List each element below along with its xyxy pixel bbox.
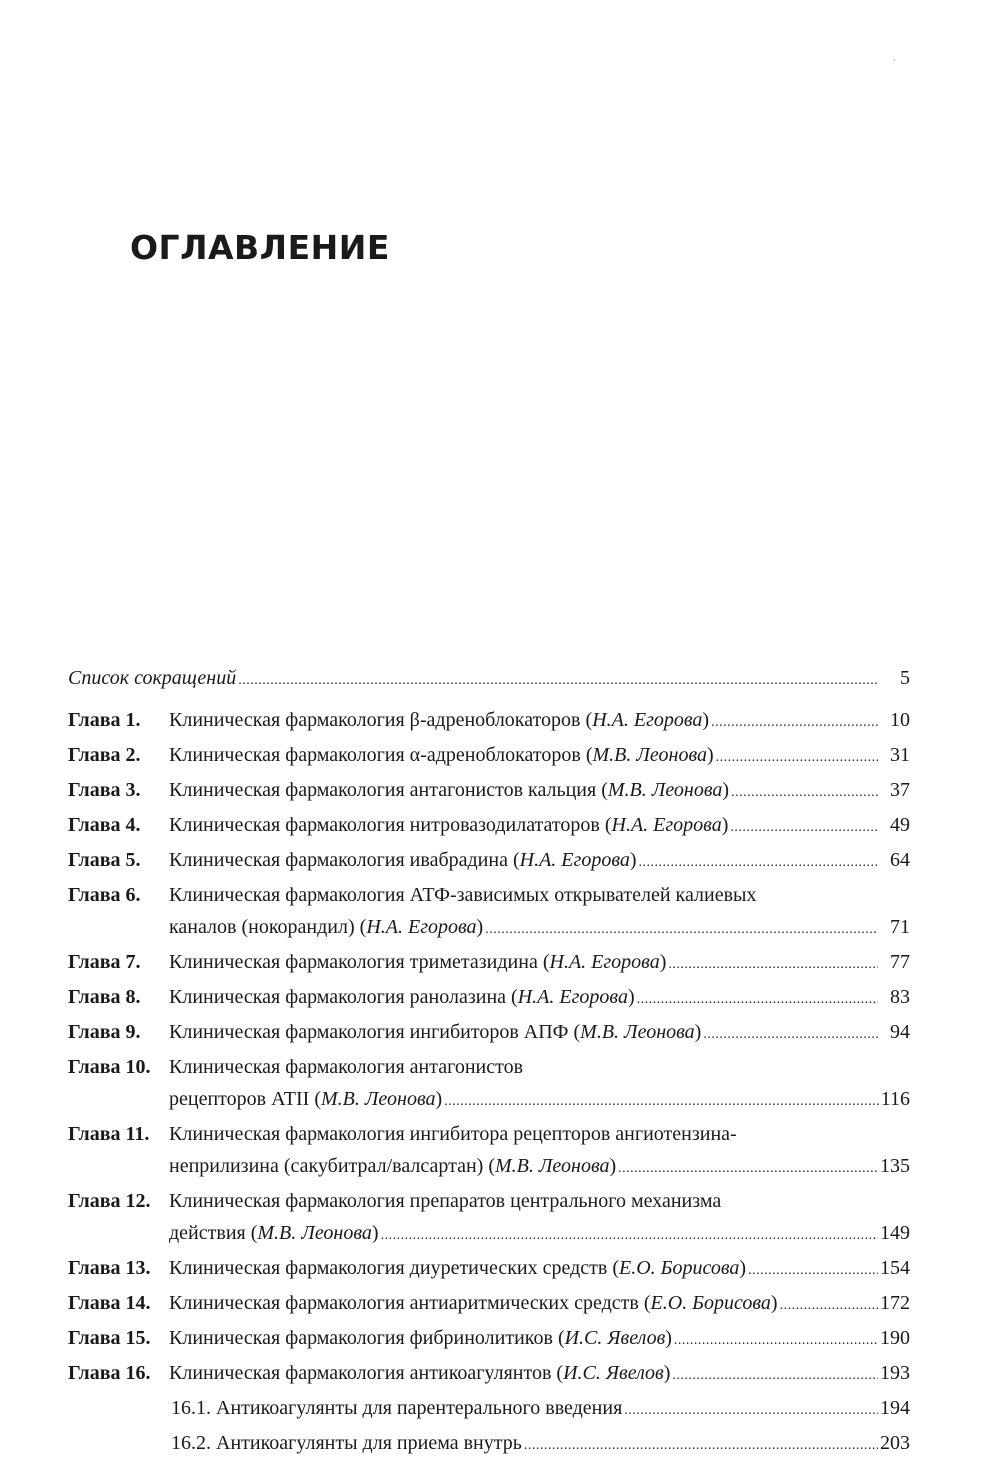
dot-leader bbox=[703, 1019, 878, 1051]
toc-entry-chapter-9[interactable]: Глава 9. Клиническая фармакология ингибиторов АПФ (М.В. Леонова) ..... 94 bbox=[68, 1016, 910, 1051]
toc-abbrev-label: Список сокращений bbox=[68, 667, 237, 689]
chapter-title-cont: рецепторов АТII bbox=[169, 1088, 310, 1110]
dot-leader bbox=[711, 707, 878, 739]
toc-page-number: 135 bbox=[880, 1155, 910, 1177]
chapter-label: Глава 1. bbox=[68, 709, 141, 731]
dot-leader bbox=[444, 1086, 879, 1118]
chapter-label: Глава 2. bbox=[68, 744, 141, 766]
chapter-label: Глава 8. bbox=[68, 986, 141, 1008]
toc-entry-chapter-1[interactable]: Глава 1. Клиническая фармакология β-адреноблокаторов (Н.А. Егорова) ..... 10 bbox=[68, 704, 910, 739]
chapter-title: Клиническая фармакология ингибиторов АПФ bbox=[169, 1021, 569, 1043]
toc-page-number: 194 bbox=[880, 1397, 910, 1419]
section-number: 16.2. bbox=[171, 1432, 211, 1454]
toc-entry-section-16-2[interactable] bbox=[68, 1427, 910, 1462]
chapter-author: Н.А. Егорова bbox=[592, 709, 703, 731]
chapter-author: И.С. Явелов bbox=[563, 1362, 664, 1384]
scan-speck: · bbox=[893, 56, 896, 65]
chapter-title: Клиническая фармакология β-адреноблокаторов bbox=[169, 709, 581, 731]
chapter-label: Глава 6. bbox=[68, 884, 141, 906]
chapter-title: Клиническая фармакология нитровазодилататоров bbox=[169, 814, 600, 836]
dot-leader bbox=[780, 1290, 878, 1322]
chapter-label: Глава 5. bbox=[68, 849, 141, 871]
toc-page-number: 83 bbox=[890, 986, 910, 1008]
chapter-title: Клиническая фармакология ингибитора рецепторов ангиотензина- bbox=[169, 1123, 737, 1145]
toc-entry-chapter-4[interactable]: Глава 4. Клиническая фармакология нитровазодилататоров (Н.А. Егорова) ..... 49 bbox=[68, 809, 910, 844]
toc-entry-chapter-11[interactable]: Глава 11. Клиническая фармакология ингибитора рецепторов ангиотензина- неприлизина (сакубитрал/валсартан) (М.В. Леонова) ..... 135 bbox=[68, 1118, 910, 1185]
dot-leader bbox=[238, 665, 878, 697]
toc-entry-section-16-1[interactable] bbox=[68, 1392, 910, 1427]
dot-leader bbox=[639, 847, 878, 879]
toc-entry-chapter-7[interactable]: Глава 7. Клиническая фармакология триметазидина (Н.А. Егорова) ..... 77 bbox=[68, 946, 910, 981]
dot-leader bbox=[485, 914, 878, 946]
dot-leader bbox=[748, 1255, 878, 1287]
toc-page-number: 49 bbox=[890, 814, 910, 836]
chapter-author: М.В. Леонова bbox=[494, 1155, 610, 1177]
toc-entry-chapter-3[interactable]: Глава 3. Клиническая фармакология антагонистов кальция (М.В. Леонова) ..... 37 bbox=[68, 774, 910, 809]
dot-leader bbox=[716, 742, 878, 774]
dot-leader bbox=[618, 1153, 878, 1185]
chapter-author: Е.О. Борисова bbox=[619, 1257, 740, 1279]
dot-leader bbox=[672, 1360, 878, 1392]
chapter-author: М.В. Леонова bbox=[592, 744, 707, 766]
chapter-title: Клиническая фармакология триметазидина bbox=[169, 951, 538, 973]
toc-page-number: 190 bbox=[880, 1327, 910, 1349]
chapter-title: Клиническая фармакология антикоагулянтов bbox=[169, 1362, 552, 1384]
chapter-label: Глава 11. bbox=[68, 1123, 150, 1145]
chapter-title: Клиническая фармакология ивабрадина bbox=[169, 849, 508, 871]
dot-leader bbox=[668, 949, 878, 981]
toc-page-number: 94 bbox=[890, 1021, 910, 1043]
toc-entry-chapter-2[interactable]: Глава 2. Клиническая фармакология α-адреноблокаторов (М.В. Леонова) ..... 31 bbox=[68, 739, 910, 774]
toc-page-number: 10 bbox=[890, 709, 910, 731]
chapter-author: М.В. Леонова bbox=[257, 1222, 372, 1244]
chapter-label: Глава 13. bbox=[68, 1257, 151, 1279]
dot-leader bbox=[731, 777, 878, 809]
chapter-author: Н.А. Егорова bbox=[611, 814, 722, 836]
chapter-title: Клиническая фармакология антагонистов bbox=[169, 1056, 524, 1078]
table-of-contents bbox=[68, 662, 910, 1462]
chapter-author: И.С. Явелов bbox=[564, 1327, 666, 1349]
chapter-label: Глава 10. bbox=[68, 1056, 151, 1078]
toc-page-number: 193 bbox=[880, 1362, 910, 1384]
chapter-author: Е.О. Борисова bbox=[650, 1292, 771, 1314]
toc-entry-chapter-8[interactable]: Глава 8. Клиническая фармакология ранолазина (Н.А. Егорова) ..... 83 bbox=[68, 981, 910, 1016]
toc-entry-chapter-5[interactable]: Глава 5. Клиническая фармакология ивабрадина (Н.А. Егорова) ..... 64 bbox=[68, 844, 910, 879]
section-title: Антикоагулянты для приема внутрь bbox=[216, 1432, 522, 1454]
dot-leader bbox=[624, 1395, 878, 1427]
chapter-label: Глава 12. bbox=[68, 1190, 151, 1212]
chapter-title: Клиническая фармакология препаратов центрального механизма bbox=[169, 1190, 722, 1212]
page-title: ОГЛАВЛЕНИЕ bbox=[130, 228, 390, 267]
chapter-title: Клиническая фармакология α-адреноблокаторов bbox=[169, 744, 581, 766]
toc-entry-chapter-12[interactable]: Глава 12. Клиническая фармакология препаратов центрального механизма действия (М.В. Леонова) ..... 149 bbox=[68, 1185, 910, 1252]
toc-page-number: 5 bbox=[900, 667, 910, 689]
chapter-label: Глава 15. bbox=[68, 1327, 151, 1349]
chapter-label: Глава 14. bbox=[68, 1292, 151, 1314]
toc-page-number: 77 bbox=[890, 951, 910, 973]
chapter-title: Клиническая фармакология фибринолитиков bbox=[169, 1327, 553, 1349]
toc-entry-chapter-13[interactable]: Глава 13. Клиническая фармакология диуретических средств (Е.О. Борисова) ..... 154 bbox=[68, 1252, 910, 1287]
chapter-title: Клиническая фармакология диуретических средств bbox=[169, 1257, 608, 1279]
dot-leader bbox=[730, 812, 878, 844]
section-number: 16.1. bbox=[171, 1397, 211, 1419]
dot-leader bbox=[381, 1220, 878, 1252]
toc-page-number: 37 bbox=[890, 779, 910, 801]
chapter-title: Клиническая фармакология антагонистов кальция bbox=[169, 779, 597, 801]
dot-leader bbox=[524, 1430, 878, 1462]
chapter-label: Глава 4. bbox=[68, 814, 141, 836]
toc-page-number: 203 bbox=[880, 1432, 910, 1454]
toc-entry-chapter-16[interactable]: Глава 16. Клиническая фармакология антикоагулянтов (И.С. Явелов) ..... 193 bbox=[68, 1357, 910, 1392]
toc-page-number: 116 bbox=[880, 1088, 910, 1110]
dot-leader bbox=[674, 1325, 878, 1357]
toc-page-number: 154 bbox=[880, 1257, 910, 1279]
chapter-label: Глава 3. bbox=[68, 779, 141, 801]
toc-page-number: 64 bbox=[890, 849, 910, 871]
chapter-author: Н.А. Егорова bbox=[519, 849, 630, 871]
chapter-author: Н.А. Егорова bbox=[366, 916, 477, 938]
toc-entry-chapter-15[interactable]: Глава 15. Клиническая фармакология фибринолитиков (И.С. Явелов) ..... 190 bbox=[68, 1322, 910, 1357]
toc-entry-chapter-10[interactable]: Глава 10. Клиническая фармакология антагонистов рецепторов АТII (М.В. Леонова) ..... 116 bbox=[68, 1051, 910, 1118]
toc-page-number: 149 bbox=[880, 1222, 910, 1244]
chapter-author: М.В. Леонова bbox=[607, 779, 723, 801]
section-title: Антикоагулянты для парентерального введения bbox=[216, 1397, 623, 1419]
chapter-author: Н.А. Егорова bbox=[549, 951, 660, 973]
toc-entry-chapter-6[interactable]: Глава 6. Клиническая фармакология АТФ-зависимых открывателей калиевых каналов (нокорандил) (Н.А. Егорова) ..... 71 bbox=[68, 879, 910, 946]
chapter-title: Клиническая фармакология ранолазина bbox=[169, 986, 507, 1008]
chapter-author: Н.А. Егорова bbox=[517, 986, 628, 1008]
toc-page-number: 31 bbox=[890, 744, 910, 766]
toc-page-number: 172 bbox=[880, 1292, 910, 1314]
chapter-title: Клиническая фармакология АТФ-зависимых открывателей калиевых bbox=[169, 884, 757, 906]
toc-entry-abbreviations[interactable] bbox=[68, 662, 910, 697]
chapter-label: Глава 16. bbox=[68, 1362, 151, 1384]
toc-entry-chapter-14[interactable]: Глава 14. Клиническая фармакология антиаритмических средств (Е.О. Борисова) ..... 172 bbox=[68, 1287, 910, 1322]
chapter-title-cont: каналов (нокорандил) bbox=[169, 916, 355, 938]
chapter-author: М.В. Леонова bbox=[580, 1021, 695, 1043]
chapter-title-cont: действия bbox=[169, 1222, 246, 1244]
chapter-title: Клиническая фармакология антиаритмических средств bbox=[169, 1292, 639, 1314]
chapter-title-cont: неприлизина (сакубитрал/валсартан) bbox=[169, 1155, 484, 1177]
toc-page-number: 71 bbox=[890, 916, 910, 938]
chapter-label: Глава 7. bbox=[68, 951, 141, 973]
chapter-label: Глава 9. bbox=[68, 1021, 141, 1043]
chapter-author: М.В. Леонова bbox=[320, 1088, 436, 1110]
dot-leader bbox=[637, 984, 878, 1016]
